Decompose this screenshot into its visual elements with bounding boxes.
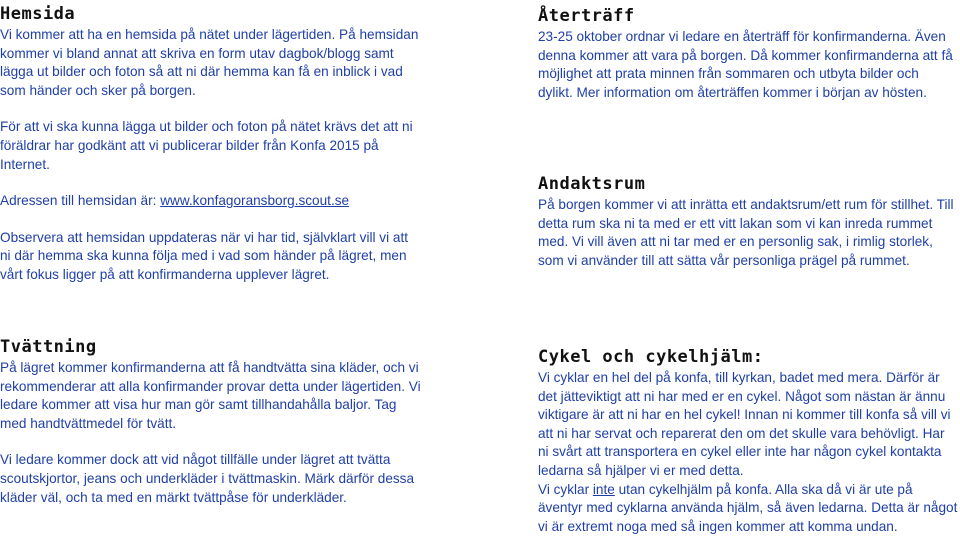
cykel-p2-suffix: utan cykelhjälm på konfa. Alla ska då vi är ute på äventyr med cyklarna använda hjälm, så även ledarna. Detta är något vi är extremt noga med så ingen kommer att komma undan. — [538, 481, 958, 534]
tvattning-paragraph-1: På lägret kommer konfirmanderna att få handtvätta sina kläder, och vi rekommenderar att alla konfirmander provar detta under lägertiden. Vi ledare kommer att visa hur man gör samt tillhandahålla baljor. Tag med handtvättmedel för tvätt. — [0, 360, 421, 431]
cykel-heading: Cykel och cykelhjälm: — [538, 347, 764, 367]
section-hemsida — [0, 4, 420, 285]
andaktsrum-heading: Andaktsrum — [538, 174, 646, 194]
cykel-paragraph-1: Vi cyklar en hel del på konfa, till kyrkan, badet med mera. Därför är det jätteviktigt att ni har med er en cykel. Något som nästan är ännu viktigare är att ni har en hel cykel! Innan ni kommer till konfa så vill vi att ni har servat och reparerat den om det skulle vara behövligt. Har ni svårt att transportera en cykel eller inte har någon cykel kontakta ledarna så hjälper vi er med detta. — [538, 370, 951, 478]
cykel-p2-prefix: Vi cyklar — [538, 481, 593, 497]
section-cykel — [538, 347, 958, 536]
tvattning-heading: Tvättning — [0, 337, 97, 357]
section-andaktsrum — [538, 174, 958, 270]
tvattning-paragraph-2: Vi ledare kommer dock att vid något tillfälle under lägret att tvätta scoutskjortor, jeans och underkläder i tvättmaskin. Märk därför dessa kläder väl, och ta med en märkt tvättpåse för underkläder. — [0, 452, 415, 505]
section-tvattning — [0, 337, 422, 507]
hemsida-heading: Hemsida — [0, 4, 76, 24]
atertraff-heading: Återträff — [538, 6, 635, 26]
hemsida-paragraph-1: Vi kommer att ha en hemsida på nätet under lägertiden. På hemsidan kommer vi bland annat att skriva en form utav dagbok/blogg samt lägga ut bilder och foton så att ni där hemma kan få en inblick i vad som händer och sker på borgen. — [0, 27, 419, 98]
cykel-p2-emphasis: inte — [592, 481, 615, 497]
section-atertraff — [538, 6, 954, 102]
cykel-paragraph-2 — [538, 481, 958, 536]
hemsida-paragraph-2: För att vi ska kunna lägga ut bilder och foton på nätet krävs det att ni föräldrar har godkänt att vi publicerar bilder från Konfa 2015 på Internet. — [0, 119, 413, 172]
hemsida-paragraph-4: Observera att hemsidan uppdateras när vi har tid, självklart vill vi att ni där hemma ska kunna följa med i vad som händer på lägret, men vårt fokus ligger på att konfirmanderna upplever lägret. — [0, 229, 408, 282]
hemsida-link[interactable]: www.konfagoransborg.scout.se — [160, 193, 350, 209]
hemsida-paragraph-3 — [0, 192, 420, 211]
hemsida-address-label: Adressen till hemsidan är: — [0, 193, 161, 209]
andaktsrum-paragraph: På borgen kommer vi att inrätta ett andaktsrum/ett rum för stillhet. Till detta rum ska ni ta med er ett vitt lakan som vi kan inreda rummet med. Vi vill även att ni tar med er en personlig sak, i rimlig storlek, som vi använder till att sätta vår personliga prägel på rummet. — [538, 197, 954, 268]
atertraff-paragraph: 23-25 oktober ordnar vi ledare en återträff för konfirmanderna. Även denna kommer att vara på borgen. Då kommer konfirmanderna att få möjlighet att prata minnen från sommaren och utbyta bilder och dylikt. Mer information om återträffen kommer i början av hösten. — [538, 29, 953, 100]
